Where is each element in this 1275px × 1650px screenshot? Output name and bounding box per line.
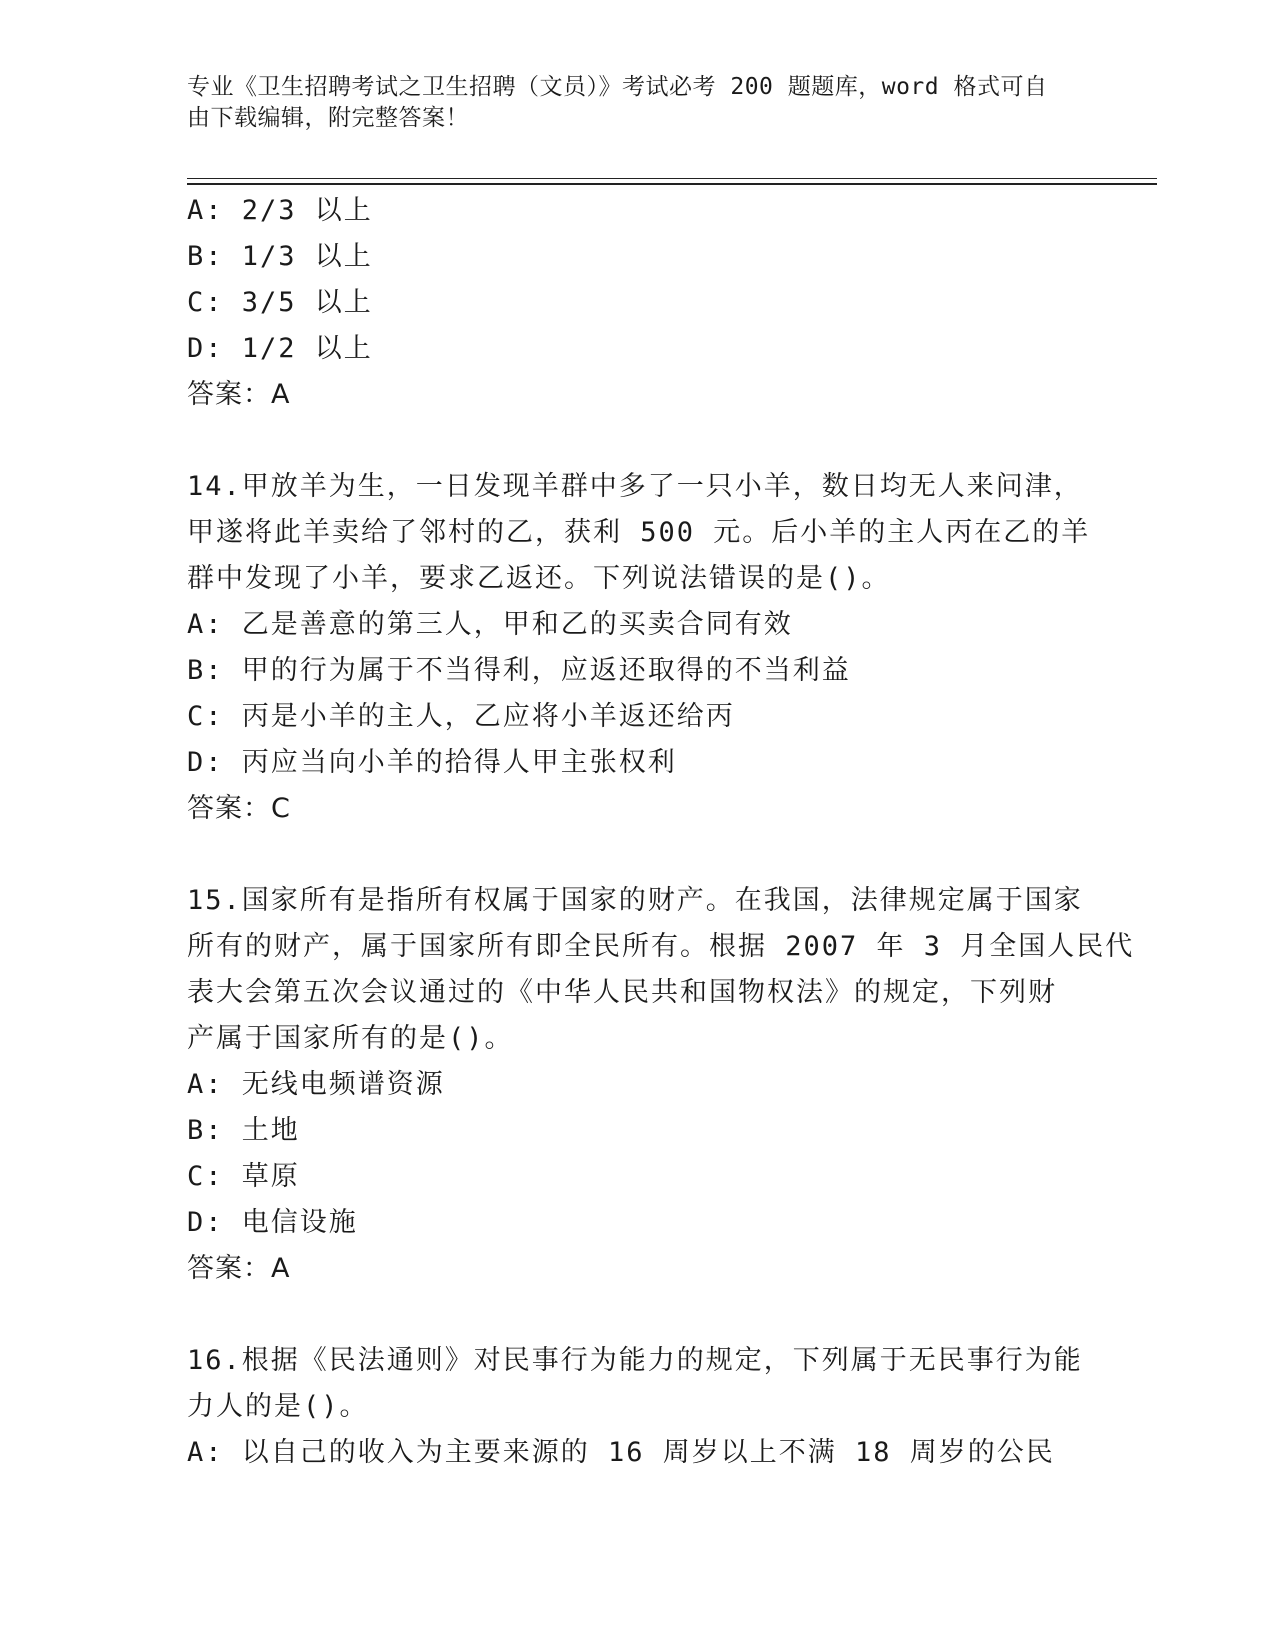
stem-line: 产属于国家所有的是()。 xyxy=(187,1023,514,1054)
stem-line: 16.根据《民法通则》对民事行为能力的规定，下列属于无民事行为能 xyxy=(187,1345,1083,1376)
question-13 xyxy=(187,188,1087,418)
question-14 xyxy=(187,464,1091,832)
stem-line: 表大会第五次会议通过的《中华人民共和国物权法》的规定，下列财 xyxy=(187,977,1057,1008)
option-c: C: 草原 xyxy=(187,1161,300,1192)
question-stem xyxy=(187,464,1091,602)
question-list xyxy=(187,188,1135,1476)
stem-line: 甲遂将此羊卖给了邻村的乙，获利 500 元。后小羊的主人丙在乙的羊 xyxy=(187,517,1091,548)
question-stem xyxy=(187,1338,1087,1430)
answer-line: 答案：A xyxy=(187,379,291,410)
header-divider-thick xyxy=(187,183,1157,185)
spacer xyxy=(187,418,1087,464)
option-a: A: 无线电频谱资源 xyxy=(187,1069,445,1100)
spacer xyxy=(187,1292,1087,1338)
option-c: C: 丙是小羊的主人，乙应将小羊返还给丙 xyxy=(187,701,735,732)
header-line-1: 专业《卫生招聘考试之卫生招聘（文员）》考试必考 200 题题库，word 格式可自 xyxy=(187,74,1048,100)
option-d: D: 1/2 以上 xyxy=(187,333,373,364)
option-b: B: 1/3 以上 xyxy=(187,241,373,272)
stem-line: 14.甲放羊为生，一日发现羊群中多了一只小羊，数日均无人来问津， xyxy=(187,471,1083,502)
option-a: A: 乙是善意的第三人，甲和乙的买卖合同有效 xyxy=(187,609,793,640)
header-divider-thin xyxy=(187,178,1157,179)
question-16 xyxy=(187,1338,1087,1476)
header-line-2: 由下载编辑，附完整答案！ xyxy=(187,105,469,131)
question-15 xyxy=(187,878,1135,1292)
stem-line: 15.国家所有是指所有权属于国家的财产。在我国，法律规定属于国家 xyxy=(187,885,1083,916)
stem-line: 所有的财产，属于国家所有即全民所有。根据 2007 年 3 月全国人民代 xyxy=(187,931,1135,962)
option-b: B: 土地 xyxy=(187,1115,300,1146)
document-header xyxy=(187,72,1087,134)
option-b: B: 甲的行为属于不当得利，应返还取得的不当利益 xyxy=(187,655,851,686)
stem-line: 力人的是()。 xyxy=(187,1391,369,1422)
option-d: D: 丙应当向小羊的拾得人甲主张权利 xyxy=(187,747,677,778)
option-a: A: 2/3 以上 xyxy=(187,195,373,226)
option-d: D: 电信设施 xyxy=(187,1207,358,1238)
answer-line: 答案：A xyxy=(187,1253,291,1284)
option-c: C: 3/5 以上 xyxy=(187,287,373,318)
stem-line: 群中发现了小羊，要求乙返还。下列说法错误的是()。 xyxy=(187,563,891,594)
option-a: A: 以自己的收入为主要来源的 16 周岁以上不满 18 周岁的公民 xyxy=(187,1437,1055,1468)
spacer xyxy=(187,832,1087,878)
question-stem xyxy=(187,878,1135,1062)
answer-line: 答案：C xyxy=(187,793,291,824)
